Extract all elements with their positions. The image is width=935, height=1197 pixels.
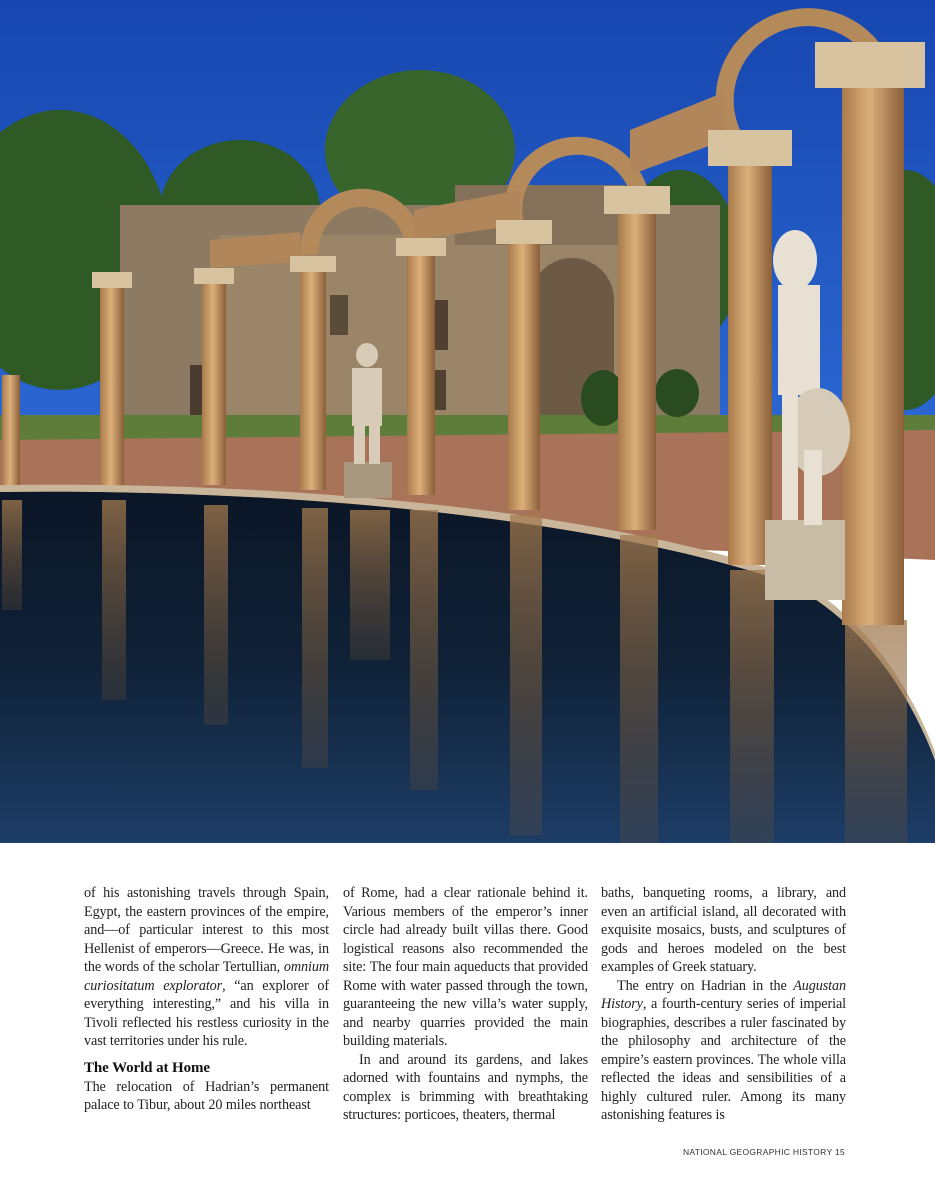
article-column-2 bbox=[343, 884, 588, 1125]
article-column-3 bbox=[601, 884, 846, 1125]
book-title: Augustan History bbox=[601, 977, 846, 1012]
paragraph: The relocation of Hadrian’s permanent palace to Tibur, about 20 miles northeast bbox=[84, 1078, 329, 1113]
latin-quote: omnium curiositatum explorator bbox=[84, 959, 329, 994]
paragraph: of Rome, had a clear rationale behind it. Various members of the emperor’s inner circle had already built villas there. Good logistical reasons also recommended the site: The four main aqueducts that provided Rome with water passed through the town, guaranteeing the new villa’s water supply, and nearby quarries provided the main building materials. bbox=[343, 885, 588, 1049]
section-heading: The World at Home bbox=[84, 1059, 210, 1076]
article-column-1 bbox=[84, 884, 329, 1115]
article-body bbox=[84, 884, 846, 1129]
paragraph: baths, banqueting rooms, a library, and even an artificial island, all decorated with exquisite mosaics, busts, and sculptures of gods and heroes modeled on the best examples of Greek statuary. bbox=[601, 885, 846, 975]
paragraph: The entry on Hadrian in the Augustan History, a fourth-century series of imperial biographies, describes a ruler fascinated by the philosophy and architecture of the empire’s eastern provinces. The whole villa reflected the ideas and sensibilities of a highly cultured ruler. Among its many astonishing features is bbox=[601, 977, 846, 1123]
paragraph: of his astonishing travels through Spain, Egypt, the eastern provinces of the empire, and—of particular interest to this most Hellenist of emperors—Greece. He was, in the words of the scholar Tertullian, omnium curiositatum explorator, “an explorer of everything interesting,” and his villa in Tivoli reflected his restless curiosity in the vast territories under his rule. bbox=[84, 885, 329, 1049]
paragraph: In and around its gardens, and lakes adorned with fountains and nymphs, the complex is brimming with breathtaking structures: porticoes, theaters, thermal bbox=[343, 1051, 588, 1123]
page-folio: NATIONAL GEOGRAPHIC HISTORY 15 bbox=[682, 1147, 845, 1157]
